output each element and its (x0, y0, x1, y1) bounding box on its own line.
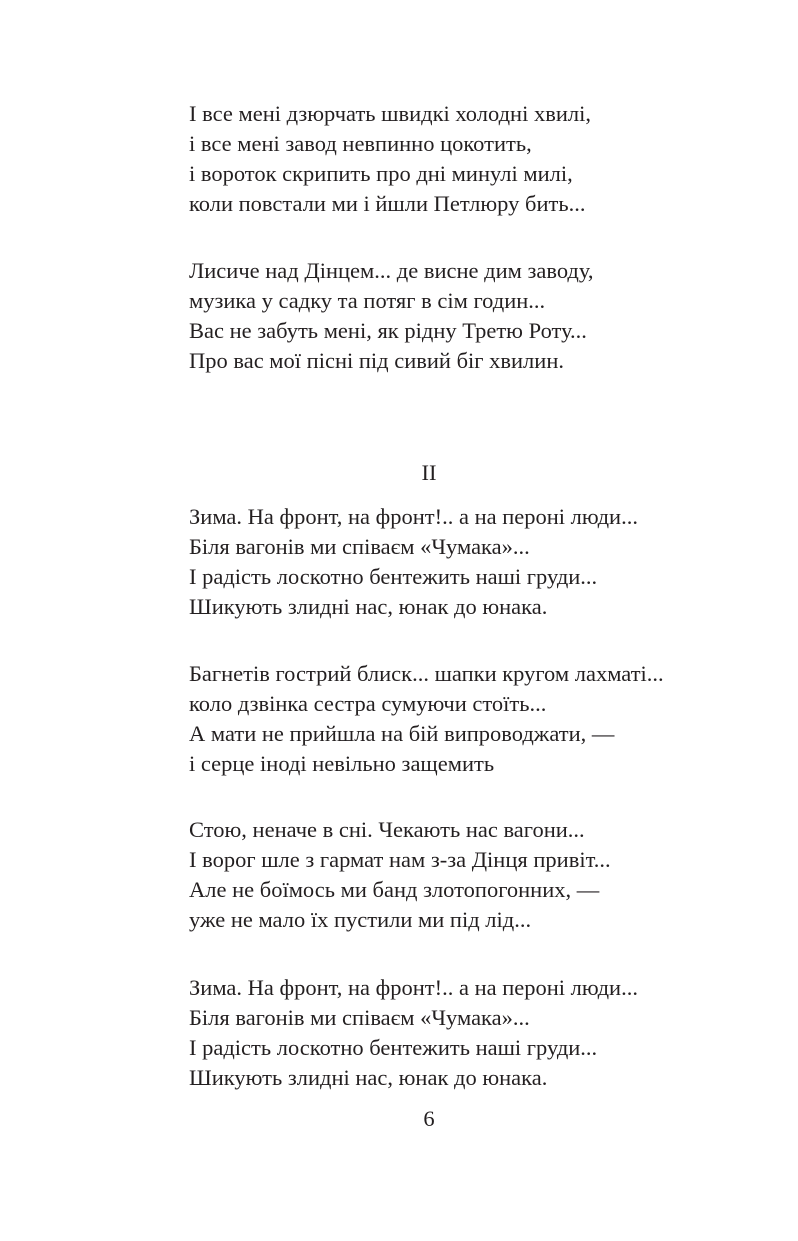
poem-line: Біля вагонів ми співаєм «Чумака»... (189, 1005, 530, 1030)
poem-line: Про вас мої пісні під сивий біг хвилин. (189, 348, 564, 373)
poem-line: Стою, неначе в сні. Чекають нас вагони... (189, 817, 585, 842)
poem-line: коло дзвінка сестра сумуючи стоїть... (189, 691, 547, 716)
poem-line: І ворог шле з гармат нам з-за Дінця привіт... (189, 847, 611, 872)
poem-line: і вороток скрипить про дні минулі милі, (189, 161, 573, 186)
poem-line: уже не мало їх пустили ми під лід... (189, 907, 532, 932)
poem-line: Зима. На фронт, на фронт!.. а на пероні люди... (189, 504, 638, 529)
page-number: 6 (423, 1106, 435, 1131)
poem-line: музика у садку та потяг в сім годин... (189, 288, 546, 313)
poem-line: і серце іноді невільно защемить (189, 751, 495, 776)
poem-line: Багнетів гострий блиск... шапки кругом лахматі... (189, 661, 664, 686)
stanza-6 (189, 973, 769, 1093)
poem-line: І радість лоскотно бентежить наші груди... (189, 564, 598, 589)
poem-line: Шикують злидні нас, юнак до юнака. (189, 1065, 548, 1090)
poem-line: А мати не прийшла на бій випроводжати, — (189, 721, 615, 746)
poem-line: коли повстали ми і йшли Петлюру бить... (189, 191, 586, 216)
section-number: II (421, 460, 437, 485)
poem-line: і все мені завод невпинно цокотить, (189, 131, 532, 156)
poem-line: І радість лоскотно бентежить наші груди... (189, 1035, 598, 1060)
stanza-1 (189, 99, 769, 219)
stanza-5 (189, 815, 769, 935)
poem-line: Біля вагонів ми співаєм «Чумака»... (189, 534, 530, 559)
stanza-3 (189, 502, 769, 622)
poem-line: Але не боїмось ми банд злотопогонних, — (189, 877, 600, 902)
poem-line: Лисиче над Дінцем... де висне дим заводу, (189, 258, 594, 283)
poem-line: Шикують злидні нас, юнак до юнака. (189, 594, 548, 619)
stanza-4 (189, 659, 769, 779)
poem-line: Вас не забуть мені, як рідну Третю Роту... (189, 318, 587, 343)
poem-line: Зима. На фронт, на фронт!.. а на пероні люди... (189, 975, 638, 1000)
poem-line: І все мені дзюрчать швидкі холодні хвилі, (189, 101, 591, 126)
stanza-2 (189, 256, 769, 376)
